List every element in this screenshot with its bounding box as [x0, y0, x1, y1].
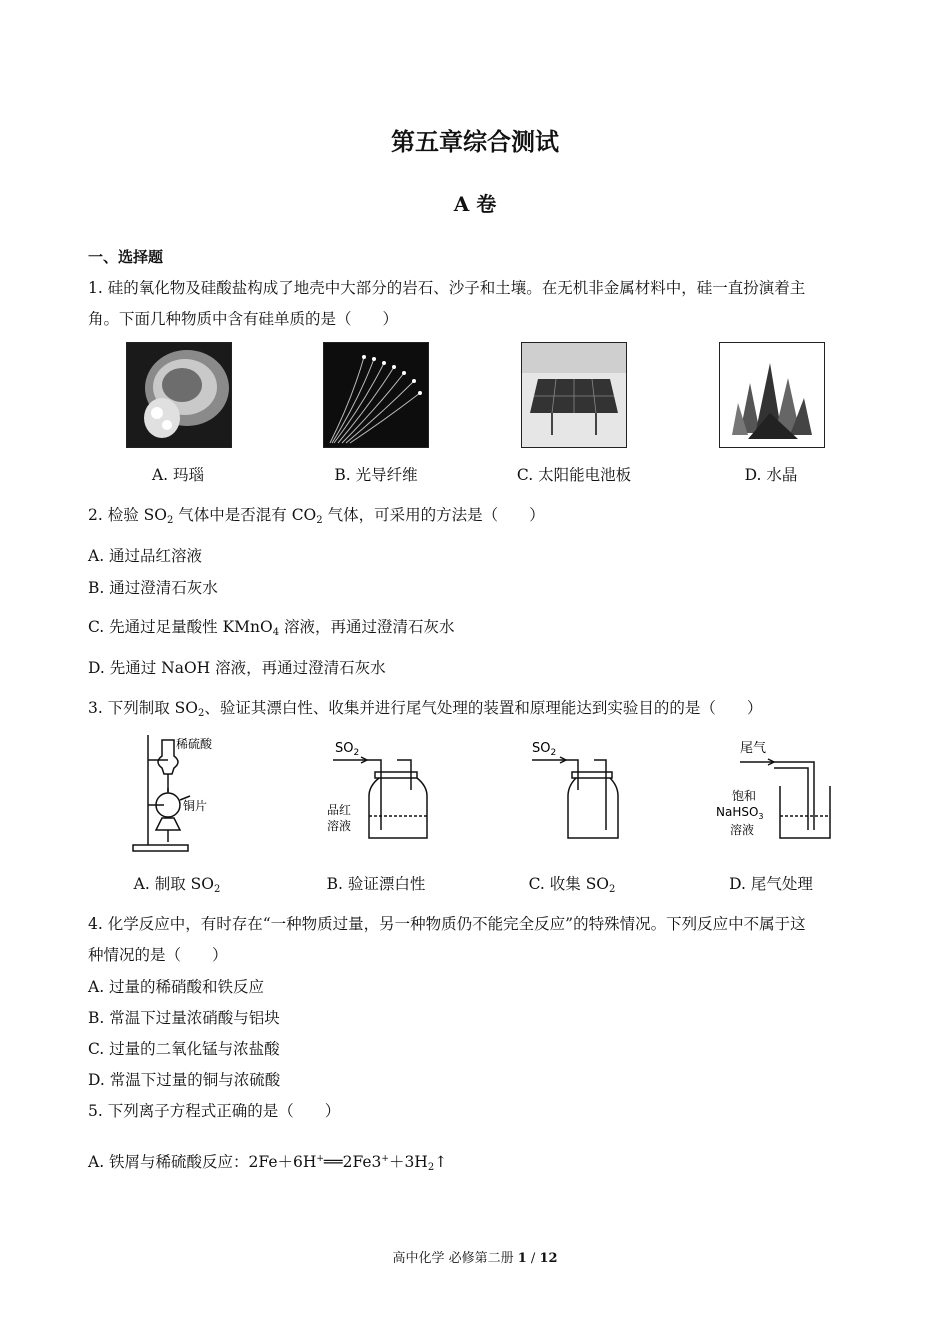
pinhong-label-1: 品红: [327, 803, 352, 817]
q2-stem: 2. 检验 $SO_2$ 气体中是否混有 $CO_2$ 气体，可采用的方法是（ ）: [88, 506, 545, 526]
q2-option-a: A. 通过品红溶液: [88, 547, 203, 565]
q3-stem: 3. 下列制取 $SO_2$、验证其漂白性、收集并进行尾气处理的装置和原理能达到实验目的的是（ ）: [88, 699, 763, 719]
pinhong-label-2: 溶液: [327, 819, 352, 833]
q4-stem-line2: 种情况的是（ ）: [88, 946, 228, 964]
saturated-label: 饱和: [732, 789, 757, 803]
q2-option-d: D. 先通过 NaOH 溶液，再通过澄清石灰水: [88, 659, 386, 677]
q1-option-a: A. 玛瑙: [151, 466, 205, 484]
q1-stem-line1: 1. 硅的氧化物及硅酸盐构成了地壳中大部分的岩石、沙子和土壤。在无机非金属材料中，硅一直扮演着主: [88, 279, 806, 297]
acid-label: 稀硫酸: [176, 737, 213, 751]
q5-option-a: A. 铁屑与稀硫酸反应：$2Fe+6H^+══2Fe3^++3H_2↑$: [88, 1153, 448, 1173]
page-title: 第五章综合测试: [391, 127, 559, 156]
q2-option-c: C. 先通过足量酸性 KMnO$_4$ 溶液，再通过澄清石灰水: [88, 618, 455, 638]
q4-option-d: D. 常温下过量的铜与浓硫酸: [88, 1071, 281, 1089]
svg-text:SO2: $SO_2$: [335, 741, 360, 758]
copper-label: 铜片: [183, 799, 208, 813]
q5-stem: 5. 下列离子方程式正确的是（ ）: [88, 1102, 341, 1120]
apparatus-a-diagram: [128, 730, 248, 860]
svg-text:NaHSO3: NaHSO$_3$: [716, 805, 764, 821]
q1-stem-line2: 角。下面几种物质中含有硅单质的是（ ）: [88, 310, 399, 328]
apparatus-c-diagram: [530, 730, 630, 845]
optical-fiber-image: [323, 342, 429, 448]
q3-option-c: C. 收集 $SO_2$: [528, 875, 616, 895]
q1-option-b: B. 光导纤维: [334, 466, 418, 484]
solar-panel-image: [521, 342, 627, 448]
page-footer: 高中化学 必修第二册 1 / 12: [392, 1251, 558, 1266]
q2-option-b: B. 通过澄清石灰水: [88, 579, 218, 597]
tail-gas-label: 尾气: [740, 741, 767, 756]
paper-subtitle: A 卷: [453, 192, 497, 216]
solution-label: 溶液: [730, 823, 755, 837]
agate-image: [126, 342, 232, 448]
apparatus-d-diagram: [712, 730, 842, 845]
crystal-image: [719, 342, 825, 448]
q3-option-b: B. 验证漂白性: [326, 875, 426, 893]
q1-option-d: D. 水晶: [744, 466, 798, 484]
q4-option-c: C. 过量的二氧化锰与浓盐酸: [88, 1040, 280, 1058]
q4-option-b: B. 常温下过量浓硝酸与铝块: [88, 1009, 280, 1027]
apparatus-b-diagram: [325, 730, 445, 845]
q1-option-c: C. 太阳能电池板: [516, 466, 632, 484]
q3-option-a: A. 制取 $SO_2$: [133, 875, 221, 895]
section-heading: 一、选择题: [88, 248, 164, 266]
q4-option-a: A. 过量的稀硝酸和铁反应: [88, 978, 265, 996]
svg-text:SO2: $SO_2$: [532, 741, 557, 758]
q3-option-d: D. 尾气处理: [729, 875, 813, 893]
q4-stem-line1: 4. 化学反应中，有时存在“一种物质过量，另一种物质仍不能完全反应”的特殊情况。下列反应中不属于这: [88, 915, 806, 933]
